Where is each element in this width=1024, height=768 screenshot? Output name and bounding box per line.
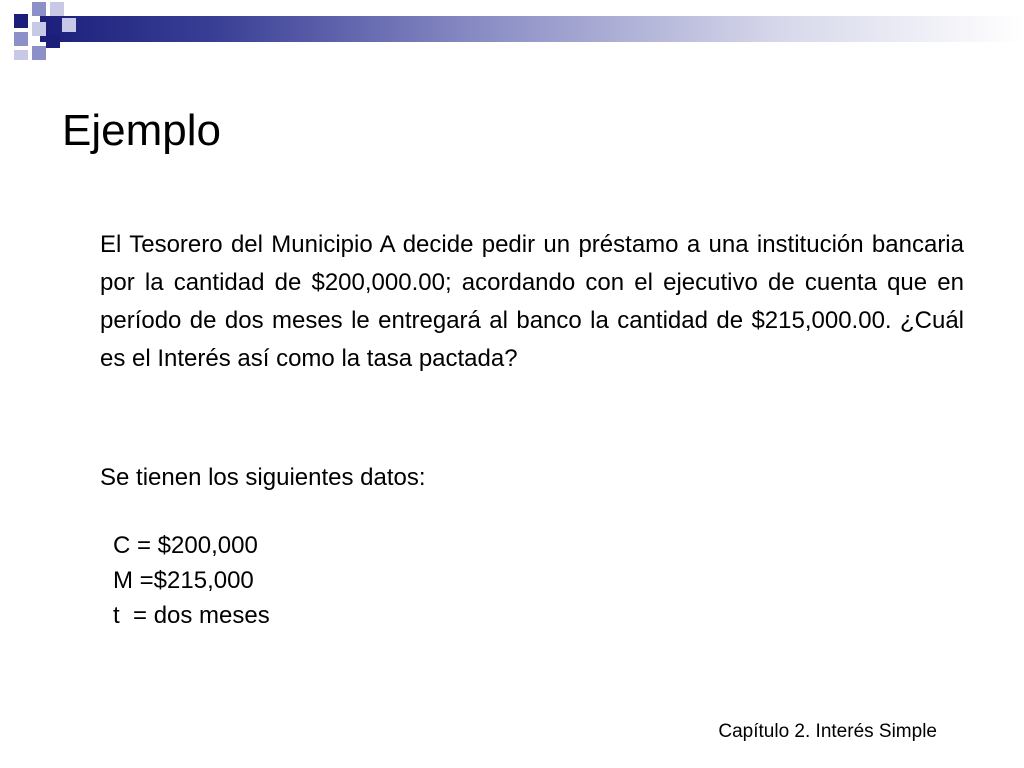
decor-square — [32, 46, 46, 60]
decor-square — [50, 2, 64, 16]
decor-square — [14, 32, 28, 46]
problem-statement: El Tesorero del Municipio A decide pedir un préstamo a una institución bancaria por la cantidad de $200,000.00; acordando con el ejecutivo de cuenta que en período de dos meses le entregará al banco la cantidad de $215,000.00. ¿Cuál es el Interés así como la tasa pactada? — [100, 231, 964, 372]
decor-square — [32, 2, 46, 16]
decor-square — [32, 22, 46, 36]
slide-title: Ejemplo — [62, 106, 221, 155]
decor-square — [62, 18, 76, 32]
decor-square — [14, 50, 28, 60]
footer-chapter: Capítulo 2. Interés Simple — [718, 721, 937, 742]
decor-square — [46, 34, 60, 48]
data-heading: Se tienen los siguientes datos: — [100, 464, 426, 491]
header-gradient-bar — [40, 16, 1024, 42]
decor-square — [14, 14, 28, 28]
data-line-monto: M =$215,000 — [113, 567, 254, 594]
data-line-tiempo: t = dos meses — [113, 602, 270, 629]
given-data-list — [113, 528, 270, 633]
data-line-capital: C = $200,000 — [113, 532, 258, 559]
